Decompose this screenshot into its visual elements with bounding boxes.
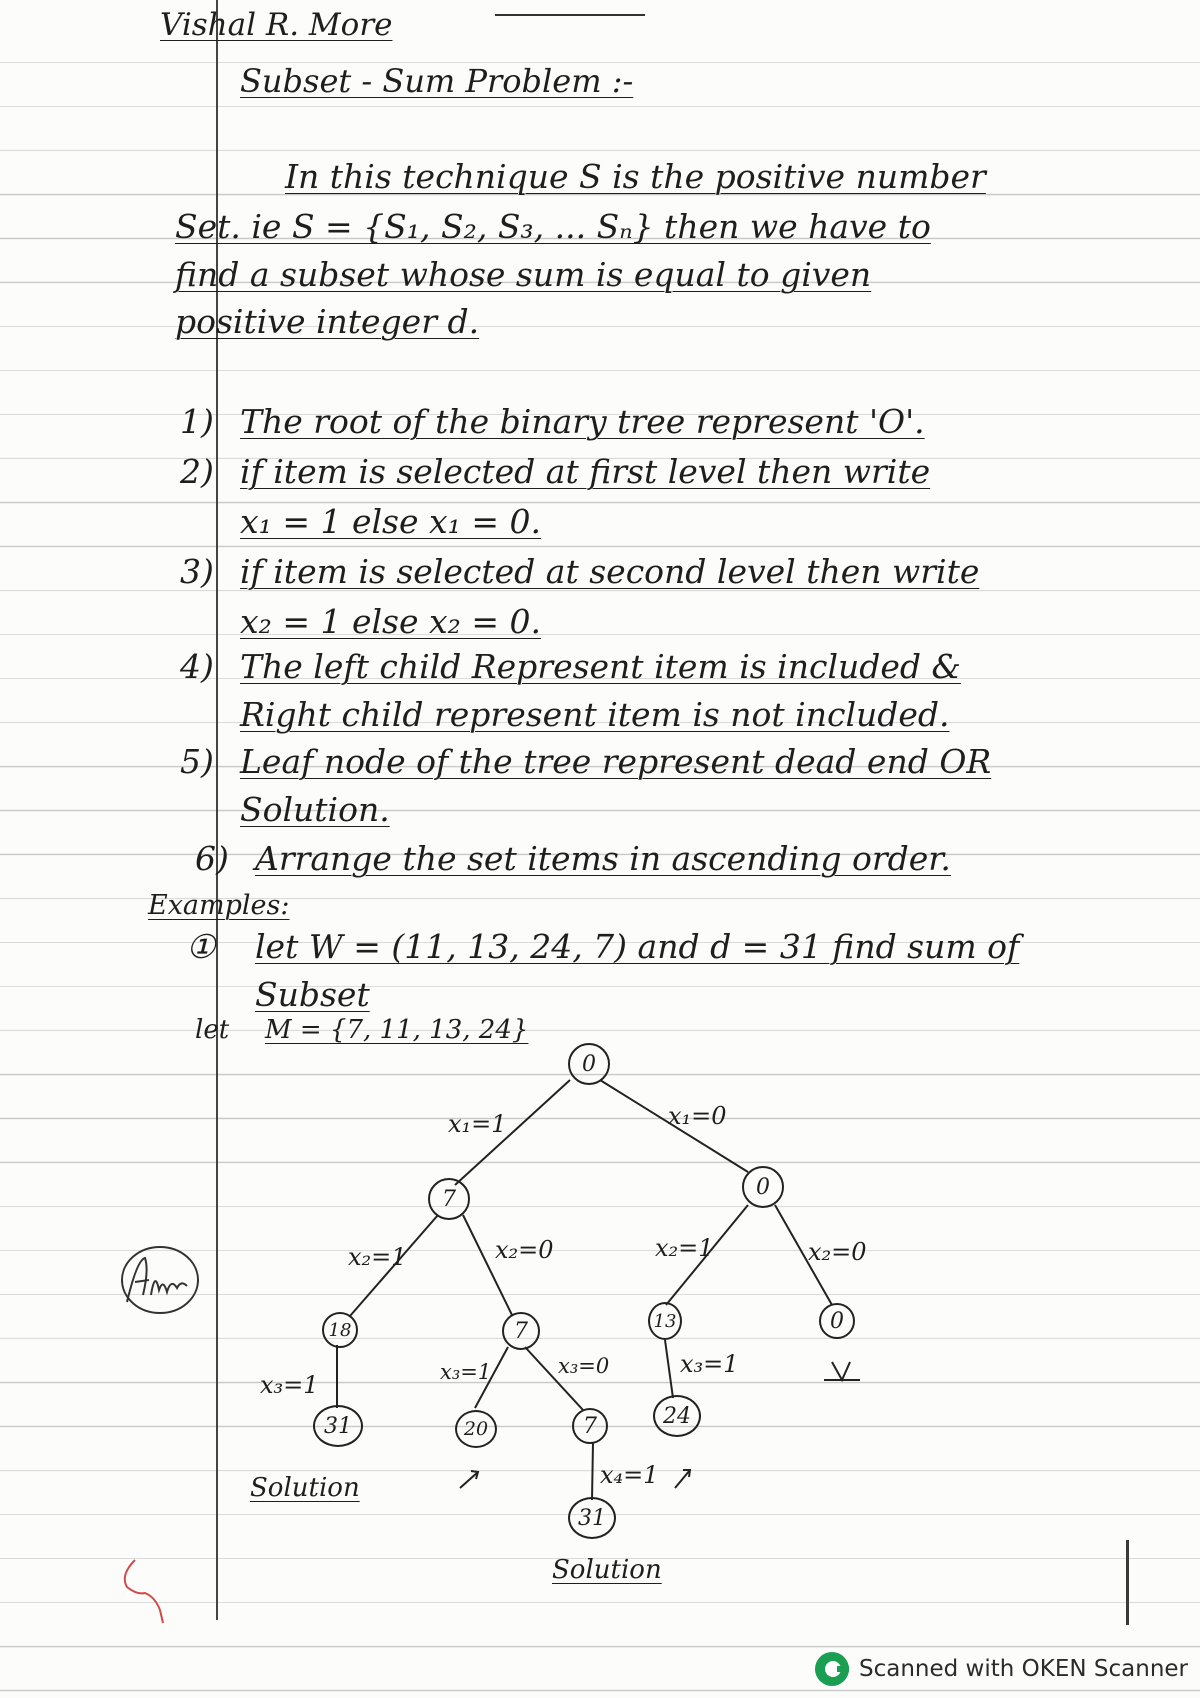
intro-line-2: Set. ie S = {S₁, S₂, S₃, ... Sₙ} then we have to [175,207,931,246]
tree-edge [463,1215,512,1315]
tree-node-13: 13 [648,1302,682,1340]
intro-line-3: find a subset whose sum is equal to given [175,255,872,294]
dead-end-mark [675,1470,690,1488]
edge-label-x2-0-right: x₂=0 [808,1238,867,1266]
rule-2-text-1: if item is selected at first level then write [240,452,931,491]
author-name: Vishal R. More [160,7,393,43]
tree-node-7-level3: 7 [572,1408,608,1444]
rule-1-text: The root of the binary tree represent 'O'. [240,402,925,441]
tree-node-31-left: 31 [313,1405,363,1447]
example-line-1: let W = (11, 13, 24, 7) and d = 31 find sum of [255,927,1020,966]
rule-4-number: 4) [180,647,214,686]
example-number: ① [186,927,216,966]
tree-edge [665,1340,673,1398]
tree-node-18: 18 [322,1312,358,1348]
tree-node-24: 24 [653,1395,701,1437]
rule-6-text: Arrange the set items in ascending order. [255,839,951,878]
scanner-logo-icon [815,1652,849,1686]
scanner-footer [815,1652,1188,1686]
edge-label-x1-0: x₁=0 [668,1102,727,1130]
signature-stamp [115,1240,205,1320]
edge-label-x3-1-right: x₃=1 [680,1350,739,1378]
edge-label-x3-1-left: x₃=1 [260,1371,319,1399]
tree-node-0-level2: 0 [819,1303,855,1339]
intro-line-4: positive integer d. [175,302,480,341]
rule-6-number: 6) [195,839,229,878]
edge-label-x2-1-right: x₂=1 [655,1234,714,1262]
edge-label-x2-0-left: x₂=0 [495,1236,554,1264]
rule-2-text-2: x₁ = 1 else x₁ = 0. [240,502,541,541]
rule-4-text-2: Right child represent item is not included. [240,695,950,734]
edge-label-x3-1-mid: x₃=1 [440,1360,492,1384]
tree-node-7-level1: 7 [428,1178,470,1220]
sorted-set: M = {7, 11, 13, 24} [265,1015,529,1045]
page-title: Subset - Sum Problem :- [240,62,634,100]
rule-5-number: 5) [180,742,214,781]
solution-label-bottom: Solution [552,1555,662,1585]
rule-4-text-1: The left child Represent item is included & [240,647,961,686]
tree-node-20: 20 [455,1410,497,1448]
edge-label-x1-1: x₁=1 [448,1110,507,1138]
intro-line-1: In this technique S is the positive number [285,157,986,196]
tree-node-31-bottom: 31 [568,1497,616,1539]
rule-2-number: 2) [180,452,214,491]
scanner-footer-text: Scanned with OKEN Scanner [859,1656,1188,1682]
rule-3-text-1: if item is selected at second level then write [240,552,980,591]
rule-5-text-1: Leaf node of the tree represent dead end OR [240,742,992,781]
dead-end-mark [460,1471,478,1488]
tree-node-0-level1: 0 [742,1166,784,1208]
tree-edge [592,1442,593,1500]
tree-node-7-level2: 7 [502,1312,540,1350]
tree-node-root: 0 [568,1043,610,1085]
margin-flourish [115,1555,185,1625]
let-label: let [195,1015,230,1045]
edge-label-x4-1: x₄=1 [600,1461,659,1489]
dead-end-mark [824,1362,860,1380]
edge-label-x2-1-left: x₂=1 [348,1243,407,1271]
solution-label-left: Solution [250,1473,360,1503]
rule-5-text-2: Solution. [240,790,390,829]
examples-heading: Examples: [148,890,290,921]
rule-1-number: 1) [180,402,214,441]
rule-3-number: 3) [180,552,214,591]
rule-3-text-2: x₂ = 1 else x₂ = 0. [240,602,541,641]
edge-label-x3-0: x₃=0 [558,1354,610,1378]
example-line-2: Subset [255,975,370,1014]
